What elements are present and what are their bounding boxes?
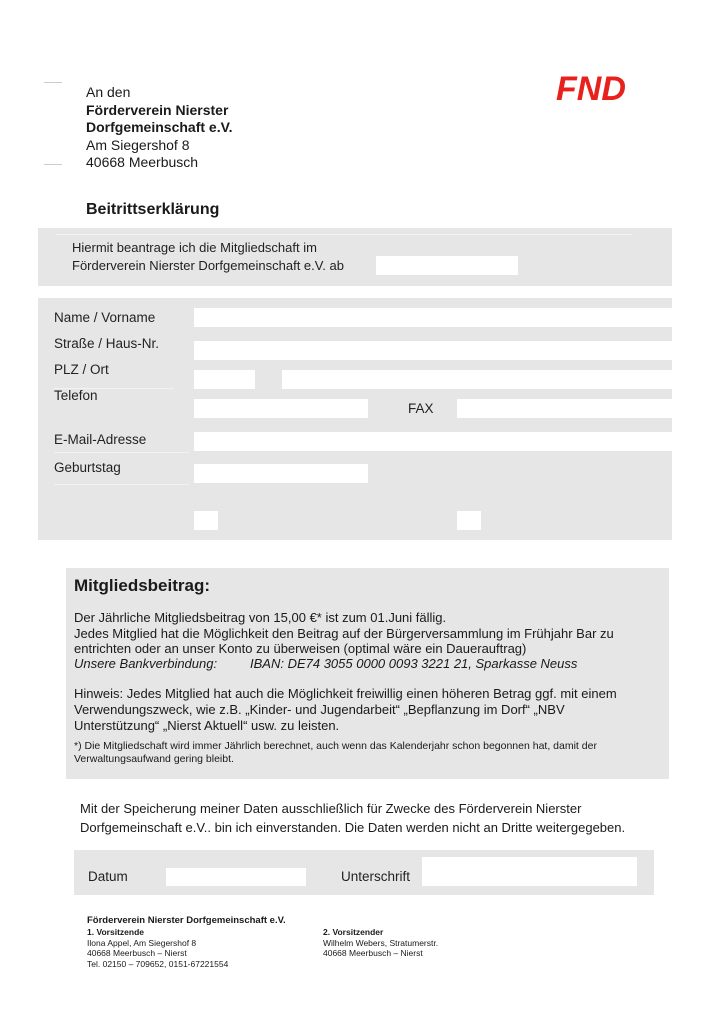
fax-field[interactable] (457, 399, 681, 418)
consent-line-2: Dorfgemeinschaft e.V.. bin ich einverstanden. Die Daten werden nicht an Dritte weitergegeben. (80, 820, 626, 835)
footer-org: Förderverein Nierster Dorfgemeinschaft e.V. (87, 915, 286, 926)
separator (56, 234, 632, 235)
footer-left (87, 915, 286, 969)
separator (54, 484, 189, 485)
recipient-address (86, 84, 233, 172)
date-field[interactable] (166, 868, 306, 886)
fee-text-2: Jedes Mitglied hat die Möglichkeit den Beitrag auf der Bürgerversammlung im Frühjahr Bar zu (74, 626, 614, 641)
footer-left-name: Ilona Appel, Am Siegershof 8 (87, 937, 197, 948)
consent-line-1: Mit der Speicherung meiner Daten ausschließlich für Zwecke des Förderverein Nierster (80, 801, 582, 816)
fold-mark (44, 82, 62, 83)
plz-label: PLZ / Ort (54, 362, 109, 377)
street-field[interactable] (194, 341, 681, 360)
recipient-line-1: An den (86, 84, 131, 100)
plz-field[interactable] (194, 370, 255, 389)
fee-text-3: entrichten oder an unser Konto zu überweisen (optimal wäre ein Dauerauftrag) (74, 641, 527, 656)
checkbox-right[interactable] (457, 511, 481, 530)
hint-text-1: Hinweis: Jedes Mitglied hat auch die Möglichkeit freiwillig einen höheren Betrag ggf. mit einem (74, 686, 617, 701)
membership-start-field[interactable] (376, 256, 518, 275)
name-label: Name / Vorname (54, 310, 156, 325)
street-label: Straße / Haus-Nr. (54, 336, 160, 351)
hint-text-2: Verwendungszweck, wie z.B. „Kinder- und Jugendarbeit“ „Bepflanzung im Dorf“ „NBV (74, 702, 565, 717)
bank-label: Unsere Bankverbindung: (74, 656, 218, 671)
recipient-line-4: Am Siegershof 8 (86, 136, 190, 153)
email-field[interactable] (194, 432, 681, 451)
footer-left-phone: Tel. 02150 – 709652, 0151-67221554 (87, 958, 229, 969)
email-label: E-Mail-Adresse (54, 432, 147, 447)
footnote-1: *) Die Mitgliedschaft wird immer Jährlich berechnet, auch wenn das Kalenderjahr schon begonnen hat, damit der (74, 740, 597, 752)
date-label: Datum (88, 869, 128, 884)
recipient-line-2: Förderverein Nierster (86, 101, 229, 118)
footer-right-city: 40668 Meerbusch – Nierst (323, 948, 423, 958)
checkbox-left[interactable] (194, 511, 218, 530)
footer-right-role: 2. Vorsitzender (323, 927, 384, 937)
fnd-logo: FND (556, 70, 626, 108)
membership-title: Mitgliedsbeitrag: (74, 576, 211, 595)
recipient-line-5: 40668 Meerbusch (86, 154, 199, 170)
signature-label: Unterschrift (341, 869, 411, 884)
name-field[interactable] (194, 308, 681, 327)
fax-label: FAX (408, 401, 434, 416)
recipient-line-3: Dorfgemeinschaft e.V. (86, 119, 233, 135)
footer-right (323, 927, 438, 959)
footnote-2: Verwaltungsaufwand gering bleibt. (74, 753, 234, 765)
city-field[interactable] (282, 370, 681, 389)
application-text-2: Förderverein Nierster Dorfgemeinschaft e.V. ab (72, 258, 344, 273)
application-box (38, 228, 672, 286)
footer-left-city: 40668 Meerbusch – Nierst (87, 948, 187, 958)
bank-details: IBAN: DE74 3055 0000 0093 3221 21, Sparkasse Neuss (250, 656, 578, 671)
personal-data-box (38, 298, 672, 540)
hint-text-3: Unterstützung“ „Nierst Aktuell“ usw. zu leisten. (74, 718, 340, 733)
phone-label: Telefon (54, 388, 98, 403)
fee-text-1: Der Jährliche Mitgliedsbeitrag von 15,00 €* ist zum 01.Juni fällig. (74, 610, 447, 625)
birthday-field[interactable] (194, 464, 368, 483)
footer-right-name: Wilhelm Webers, Stratumerstr. (323, 937, 439, 948)
birthday-label: Geburtstag (54, 460, 121, 475)
phone-field[interactable] (194, 399, 368, 418)
fold-mark (44, 164, 62, 165)
application-text-1: Hiermit beantrage ich die Mitgliedschaft im (72, 240, 317, 255)
footer-left-role: 1. Vorsitzende (87, 927, 144, 937)
signature-field[interactable] (422, 857, 637, 886)
separator (54, 452, 189, 453)
form-title: Beitrittserklärung (86, 201, 220, 218)
